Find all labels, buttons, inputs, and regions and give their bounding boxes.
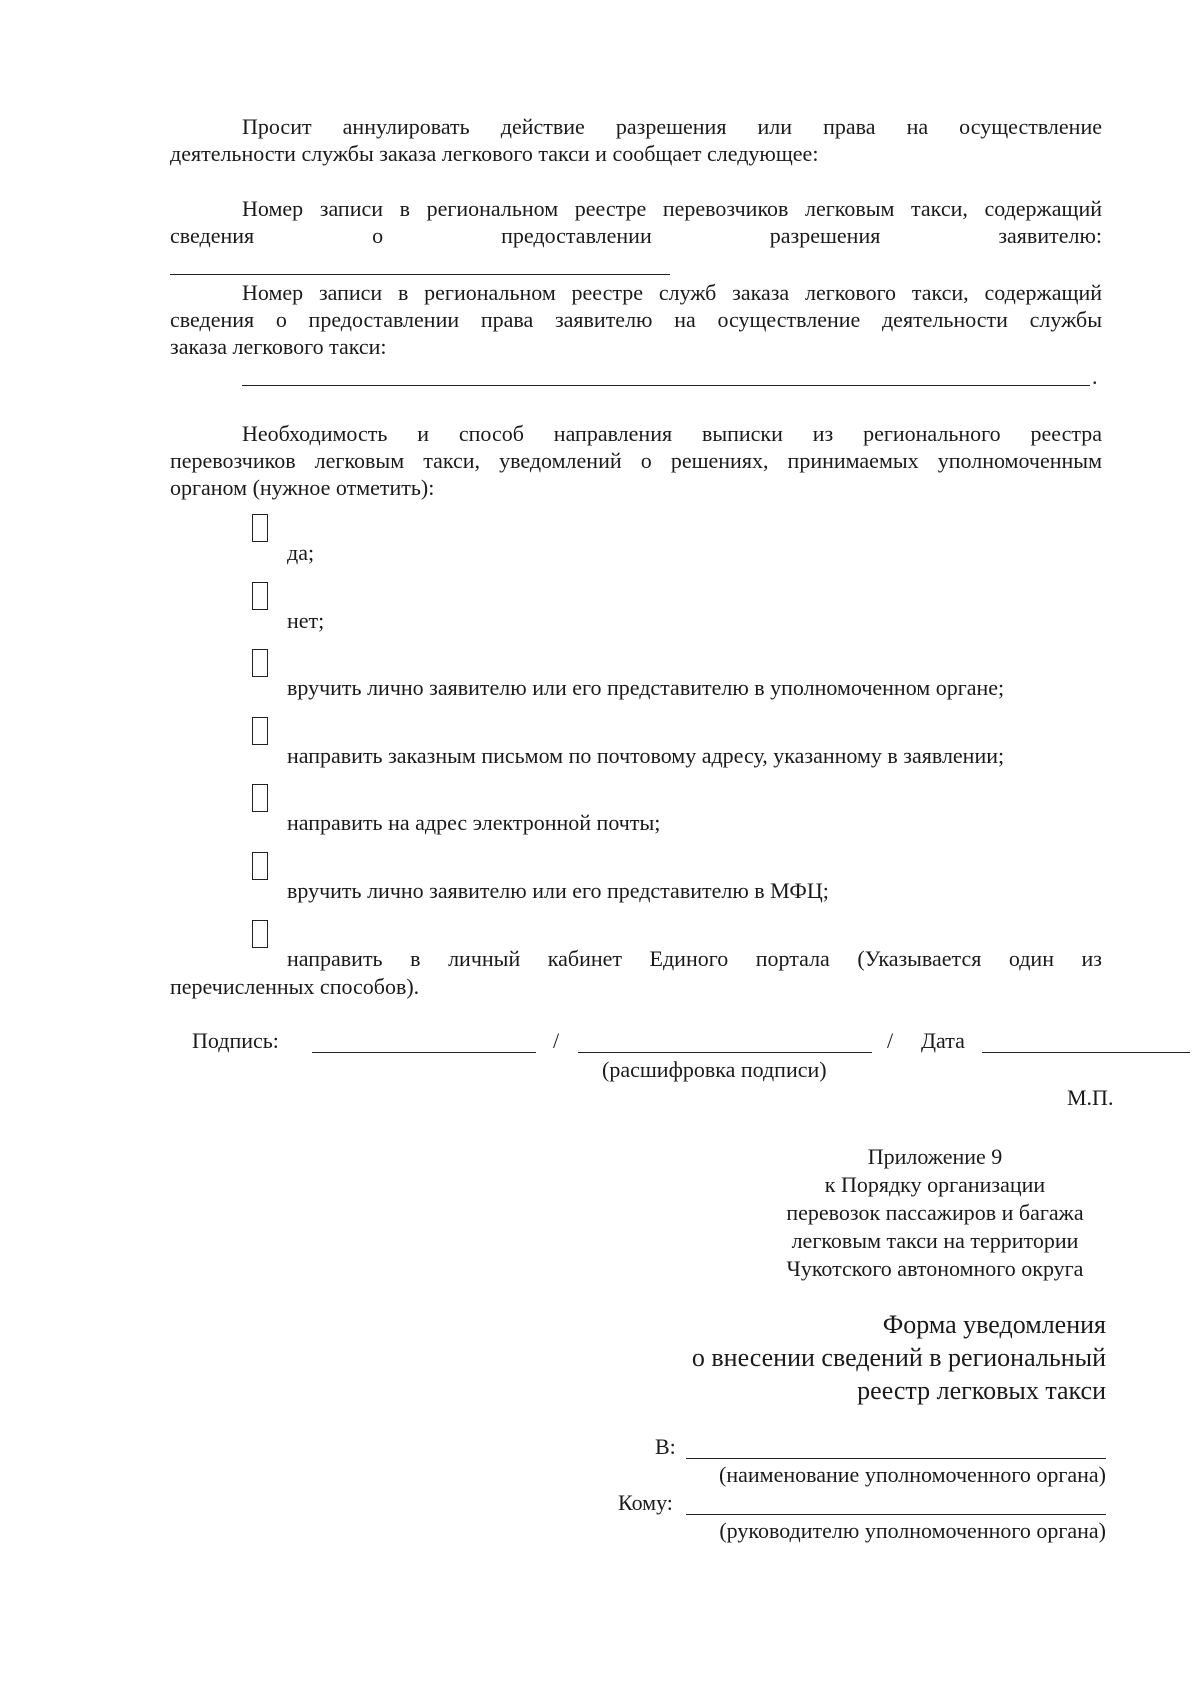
record-carriers-line-2: сведения о предоставлении разрешения заявителю: [170, 223, 1102, 248]
to-label: В: [655, 1434, 676, 1459]
signature-slash-1: / [553, 1028, 560, 1053]
signature-label: Подпись: [192, 1028, 279, 1053]
record-carriers-line-1: Номер записи в региональном реестре перевозчиков легковым такси, содержащий [242, 196, 1102, 221]
to-caption: (наименование уполномоченного органа) [719, 1462, 1106, 1487]
intro-line-2: деятельности службы заказа легкового такси и сообщает следующее: [170, 141, 819, 166]
option-registered-mail-checkbox[interactable] [252, 717, 268, 745]
record-services-end-mark: . [1092, 364, 1098, 389]
record-services-line-1: Номер записи в региональном реестре служб заказа легкового такси, содержащий [242, 280, 1102, 305]
appendix-line-4: легковым такси на территории [791, 1228, 1079, 1253]
whom-caption: (руководителю уполномоченного органа) [719, 1518, 1106, 1543]
option-email-label: направить на адрес электронной почты; [287, 810, 661, 835]
necessity-line-3: органом (нужное отметить): [170, 475, 435, 500]
necessity-line-2: перевозчиков легковым такси, уведомлений о решениях, принимаемых уполномоченным [170, 448, 1102, 473]
signature-input-line[interactable] [312, 1052, 536, 1053]
date-input-line[interactable] [982, 1052, 1190, 1053]
option-in-person-mfc-checkbox[interactable] [252, 852, 268, 880]
signature-decode-input-line[interactable] [578, 1052, 872, 1053]
to-input-line[interactable] [686, 1458, 1106, 1459]
whom-label: Кому: [618, 1490, 673, 1515]
appendix-line-5: Чукотского автономного округа [786, 1256, 1084, 1281]
appendix-line-1: Приложение 9 [867, 1144, 1003, 1169]
option-in-person-authority-label: вручить лично заявителю или его представителю в уполномоченном органе; [287, 675, 1005, 700]
option-registered-mail-label: направить заказным письмом по почтовому адресу, указанному в заявлении; [287, 743, 1005, 768]
option-portal-line-1: направить в личный кабинет Единого портала (Указывается один из [287, 946, 1102, 971]
form-title-line-3: реестр легковых такси [857, 1376, 1106, 1405]
record-services-line-3: заказа легкового такси: [170, 334, 387, 359]
option-no-label: нет; [287, 608, 325, 633]
option-in-person-authority-checkbox[interactable] [252, 649, 268, 677]
signature-decode-caption: (расшифровка подписи) [602, 1057, 827, 1082]
appendix-line-3: перевозок пассажиров и багажа [786, 1200, 1084, 1225]
whom-input-line[interactable] [686, 1514, 1106, 1515]
form-title-line-2: о внесении сведений в региональный [691, 1343, 1106, 1372]
record-services-input-line[interactable] [242, 385, 1090, 386]
intro-line-1: Просит аннулировать действие разрешения или права на осуществление [242, 114, 1102, 139]
option-portal-line-2: перечисленных способов). [170, 974, 420, 999]
option-yes-label: да; [287, 540, 315, 565]
option-portal-checkbox[interactable] [252, 920, 268, 948]
appendix-line-2: к Порядку организации [824, 1172, 1046, 1197]
option-no-checkbox[interactable] [252, 582, 268, 610]
option-in-person-mfc-label: вручить лично заявителю или его представителю в МФЦ; [287, 878, 829, 903]
form-title-line-1: Форма уведомления [882, 1310, 1106, 1339]
record-carriers-input-line[interactable] [170, 274, 670, 275]
necessity-line-1: Необходимость и способ направления выписки из регионального реестра [242, 421, 1102, 446]
stamp-mark: М.П. [1067, 1085, 1114, 1110]
option-yes-checkbox[interactable] [252, 514, 268, 542]
date-label: Дата [921, 1028, 965, 1053]
record-services-line-2: сведения о предоставлении права заявителю на осуществление деятельности службы [170, 307, 1102, 332]
option-email-checkbox[interactable] [252, 784, 268, 812]
signature-slash-2: / [887, 1028, 894, 1053]
